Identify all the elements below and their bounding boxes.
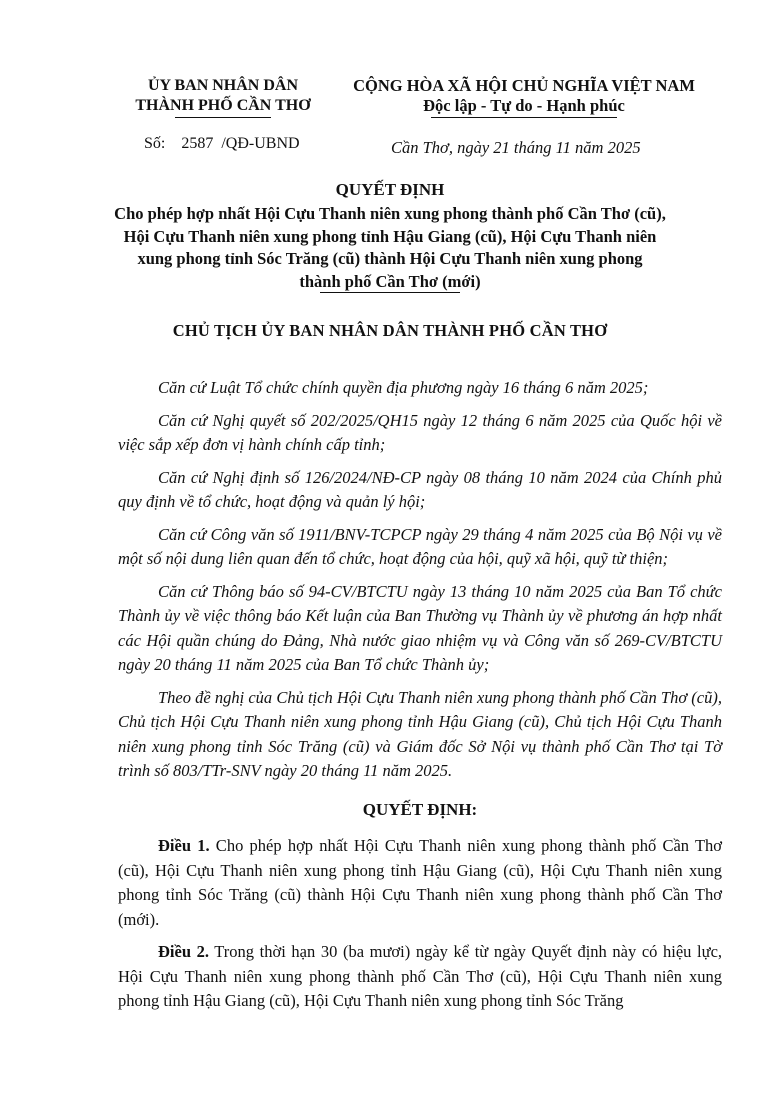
document-type: QUYẾT ĐỊNH <box>335 180 445 199</box>
preamble-paragraph: Căn cứ Nghị quyết số 202/2025/QH15 ngày 12 tháng 6 năm 2025 của Quốc hội về việc sắp xếp đơn vị hành chính cấp tỉnh; <box>118 410 722 454</box>
article-title: Điều 1. <box>158 836 210 855</box>
article-text: Cho phép hợp nhất Hội Cựu Thanh niên xung phong thành phố Cần Thơ (cũ), Hội Cựu Thanh niên xung phong tỉnh Hậu Giang (cũ), Hội Cựu Thanh niên xung phong tỉnh Sóc Trăng (cũ) thành Hội Cựu Thanh niên xung phong thành phố Cần Thơ (mới). <box>118 836 722 929</box>
agency-line-2: THÀNH PHỐ CẦN THƠ <box>135 97 311 114</box>
article-title: Điều 2. <box>158 942 209 961</box>
doc-number-value: 2587 <box>181 135 214 152</box>
agency-underline <box>175 117 271 118</box>
country-name: CỘNG HÒA XÃ HỘI CHỦ NGHĨA VIỆT NAM <box>353 76 695 95</box>
article-text: Trong thời hạn 30 (ba mươi) ngày kể từ ngày Quyết định này có hiệu lực, Hội Cựu Thanh niên xung phong thành phố Cần Thơ (cũ), Hội Cựu Thanh niên xung phong tỉnh Hậu Giang (cũ), Hội Cựu Thanh niên xung phong tỉnh Sóc Trăng <box>118 942 723 1010</box>
decision-heading: QUYẾT ĐỊNH: <box>362 799 478 819</box>
preamble-paragraph: Căn cứ Luật Tổ chức chính quyền địa phương ngày 16 tháng 6 năm 2025; <box>158 378 649 397</box>
article-1 <box>118 834 722 932</box>
issue-date: Cần Thơ, ngày 21 tháng 11 năm 2025 <box>391 138 641 157</box>
document-number <box>144 135 300 153</box>
document-subject <box>110 203 670 293</box>
preamble-paragraph: Căn cứ Nghị định số 126/2024/NĐ-CP ngày 08 tháng 10 năm 2024 của Chính phủ quy định về tổ chức, hoạt động và quản lý hội; <box>118 467 722 511</box>
subject-line: Hội Cựu Thanh niên xung phong tỉnh Hậu Giang (cũ), Hội Cựu Thanh niên <box>123 226 657 246</box>
preamble-paragraph: Theo đề nghị của Chủ tịch Hội Cựu Thanh niên xung phong thành phố Cần Thơ (cũ), Chủ tịch Hội Cựu Thanh niên xung phong tỉnh Hậu Giang (cũ), Chủ tịch Hội Cựu Thanh niên xung phong tỉnh Sóc Trăng (cũ) và Giám đốc Sở Nội vụ thành phố Cần Thơ tại Tờ trình số 803/TTr-SNV ngày 20 tháng 11 năm 2025. <box>118 687 722 780</box>
article-2 <box>118 940 722 1014</box>
agency-line-1: ỦY BAN NHÂN DÂN <box>147 77 299 94</box>
preamble-paragraph: Căn cứ Công văn số 1911/BNV-TCPCP ngày 29 tháng 4 năm 2025 của Bộ Nội vụ về một số nội dung liên quan đến tổ chức, hoạt động của hội, quỹ xã hội, quỹ từ thiện; <box>118 524 722 568</box>
motto-text: Độc lập - Tự do - Hạnh phúc <box>423 96 625 115</box>
preamble-paragraph: Căn cứ Thông báo số 94-CV/BTCTU ngày 13 tháng 10 năm 2025 của Ban Tổ chức Thành ủy về việc thông báo Kết luận của Ban Thường vụ Thành ủy về phương án hợp nhất các Hội quần chúng do Đảng, Nhà nước giao nhiệm vụ và Công văn số 269-CV/BTCTU ngày 20 tháng 11 năm 2025 của Ban Tổ chức Thành ủy; <box>118 581 722 674</box>
subject-line: Cho phép hợp nhất Hội Cựu Thanh niên xung phong thành phố Cần Thơ (cũ), <box>114 204 666 223</box>
issuing-agency <box>118 76 328 118</box>
national-motto <box>336 76 712 118</box>
subject-line: thành phố Cần Thơ (mới) <box>299 271 481 291</box>
doc-number-label: Số: <box>144 135 166 152</box>
motto-underline <box>431 117 617 118</box>
doc-number-suffix: /QĐ-UBND <box>221 135 300 152</box>
subject-underline <box>320 292 460 293</box>
document-body <box>118 376 722 1022</box>
issuing-authority: CHỦ TỊCH ỦY BAN NHÂN DÂN THÀNH PHỐ CẦN THƠ <box>172 321 608 340</box>
subject-line: xung phong tỉnh Sóc Trăng (cũ) thành Hội Cựu Thanh niên xung phong <box>137 249 643 268</box>
